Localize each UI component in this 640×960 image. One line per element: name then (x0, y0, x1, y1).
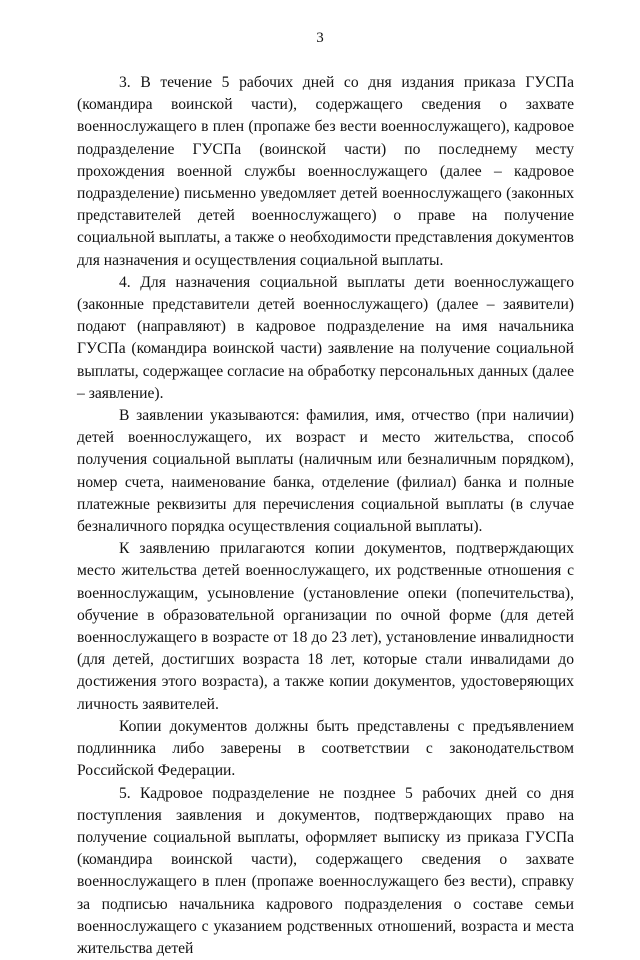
paragraph-attached-documents: К заявлению прилагаются копии документов, подтверждающих место жительства детей военнослужащего, их родственные отношения с военнослужащим, усыновление (установление опеки (попечительства), обучение в образовательной организации по очной форме (для детей военнослужащего в возрасте от 18 до 23 лет), установление инвалидности (для детей, достигших возраста 18 лет, которые стали инвалидами до достижения этого возраста), а также копии документов, удостоверяющих личность заявителей. (77, 538, 574, 716)
paragraph-item-3: 3. В течение 5 рабочих дней со дня издания приказа ГУСПа (командира воинской части), содержащего сведения о захвате военнослужащего в плен (пропаже без вести военнослужащего), кадровое подразделение ГУСПа (воинской части) по последнему месту прохождения военной службы военнослужащего (далее – кадровое подразделение) письменно уведомляет детей военнослужащего (законных представителей детей военнослужащего) о праве на получение социальной выплаты, а также о необходимости представления документов для назначения и осуществления социальной выплаты. (77, 72, 574, 272)
document-body (77, 72, 574, 960)
paragraph-item-4: 4. Для назначения социальной выплаты дети военнослужащего (законные представители детей военнослужащего) (далее – заявители) подают (направляют) в кадровое подразделение на имя начальника ГУСПа (командира воинской части) заявление на получение социальной выплаты, содержащее согласие на обработку персональных данных (далее – заявление). (77, 272, 574, 405)
paragraph-copies-certification: Копии документов должны быть представлены с предъявлением подлинника либо заверены в соответствии с законодательством Российской Федерации. (77, 716, 574, 783)
page-number: 3 (0, 30, 640, 47)
paragraph-application-contents: В заявлении указываются: фамилия, имя, отчество (при наличии) детей военнослужащего, их возраст и место жительства, способ получения социальной выплаты (наличным или безналичным порядком), номер счета, наименование банка, отделение (филиал) банка и полные платежные реквизиты для перечисления социальной выплаты (в случае безналичного порядка осуществления социальной выплаты). (77, 405, 574, 538)
paragraph-item-5: 5. Кадровое подразделение не позднее 5 рабочих дней со дня поступления заявления и документов, подтверждающих право на получение социальной выплаты, оформляет выписку из приказа ГУСПа (командира воинской части), содержащего сведения о захвате военнослужащего в плен (пропаже военнослужащего без вести), справку за подписью начальника кадрового подразделения о составе семьи военнослужащего с указанием родственных отношений, возраста и места жительства детей (77, 783, 574, 960)
